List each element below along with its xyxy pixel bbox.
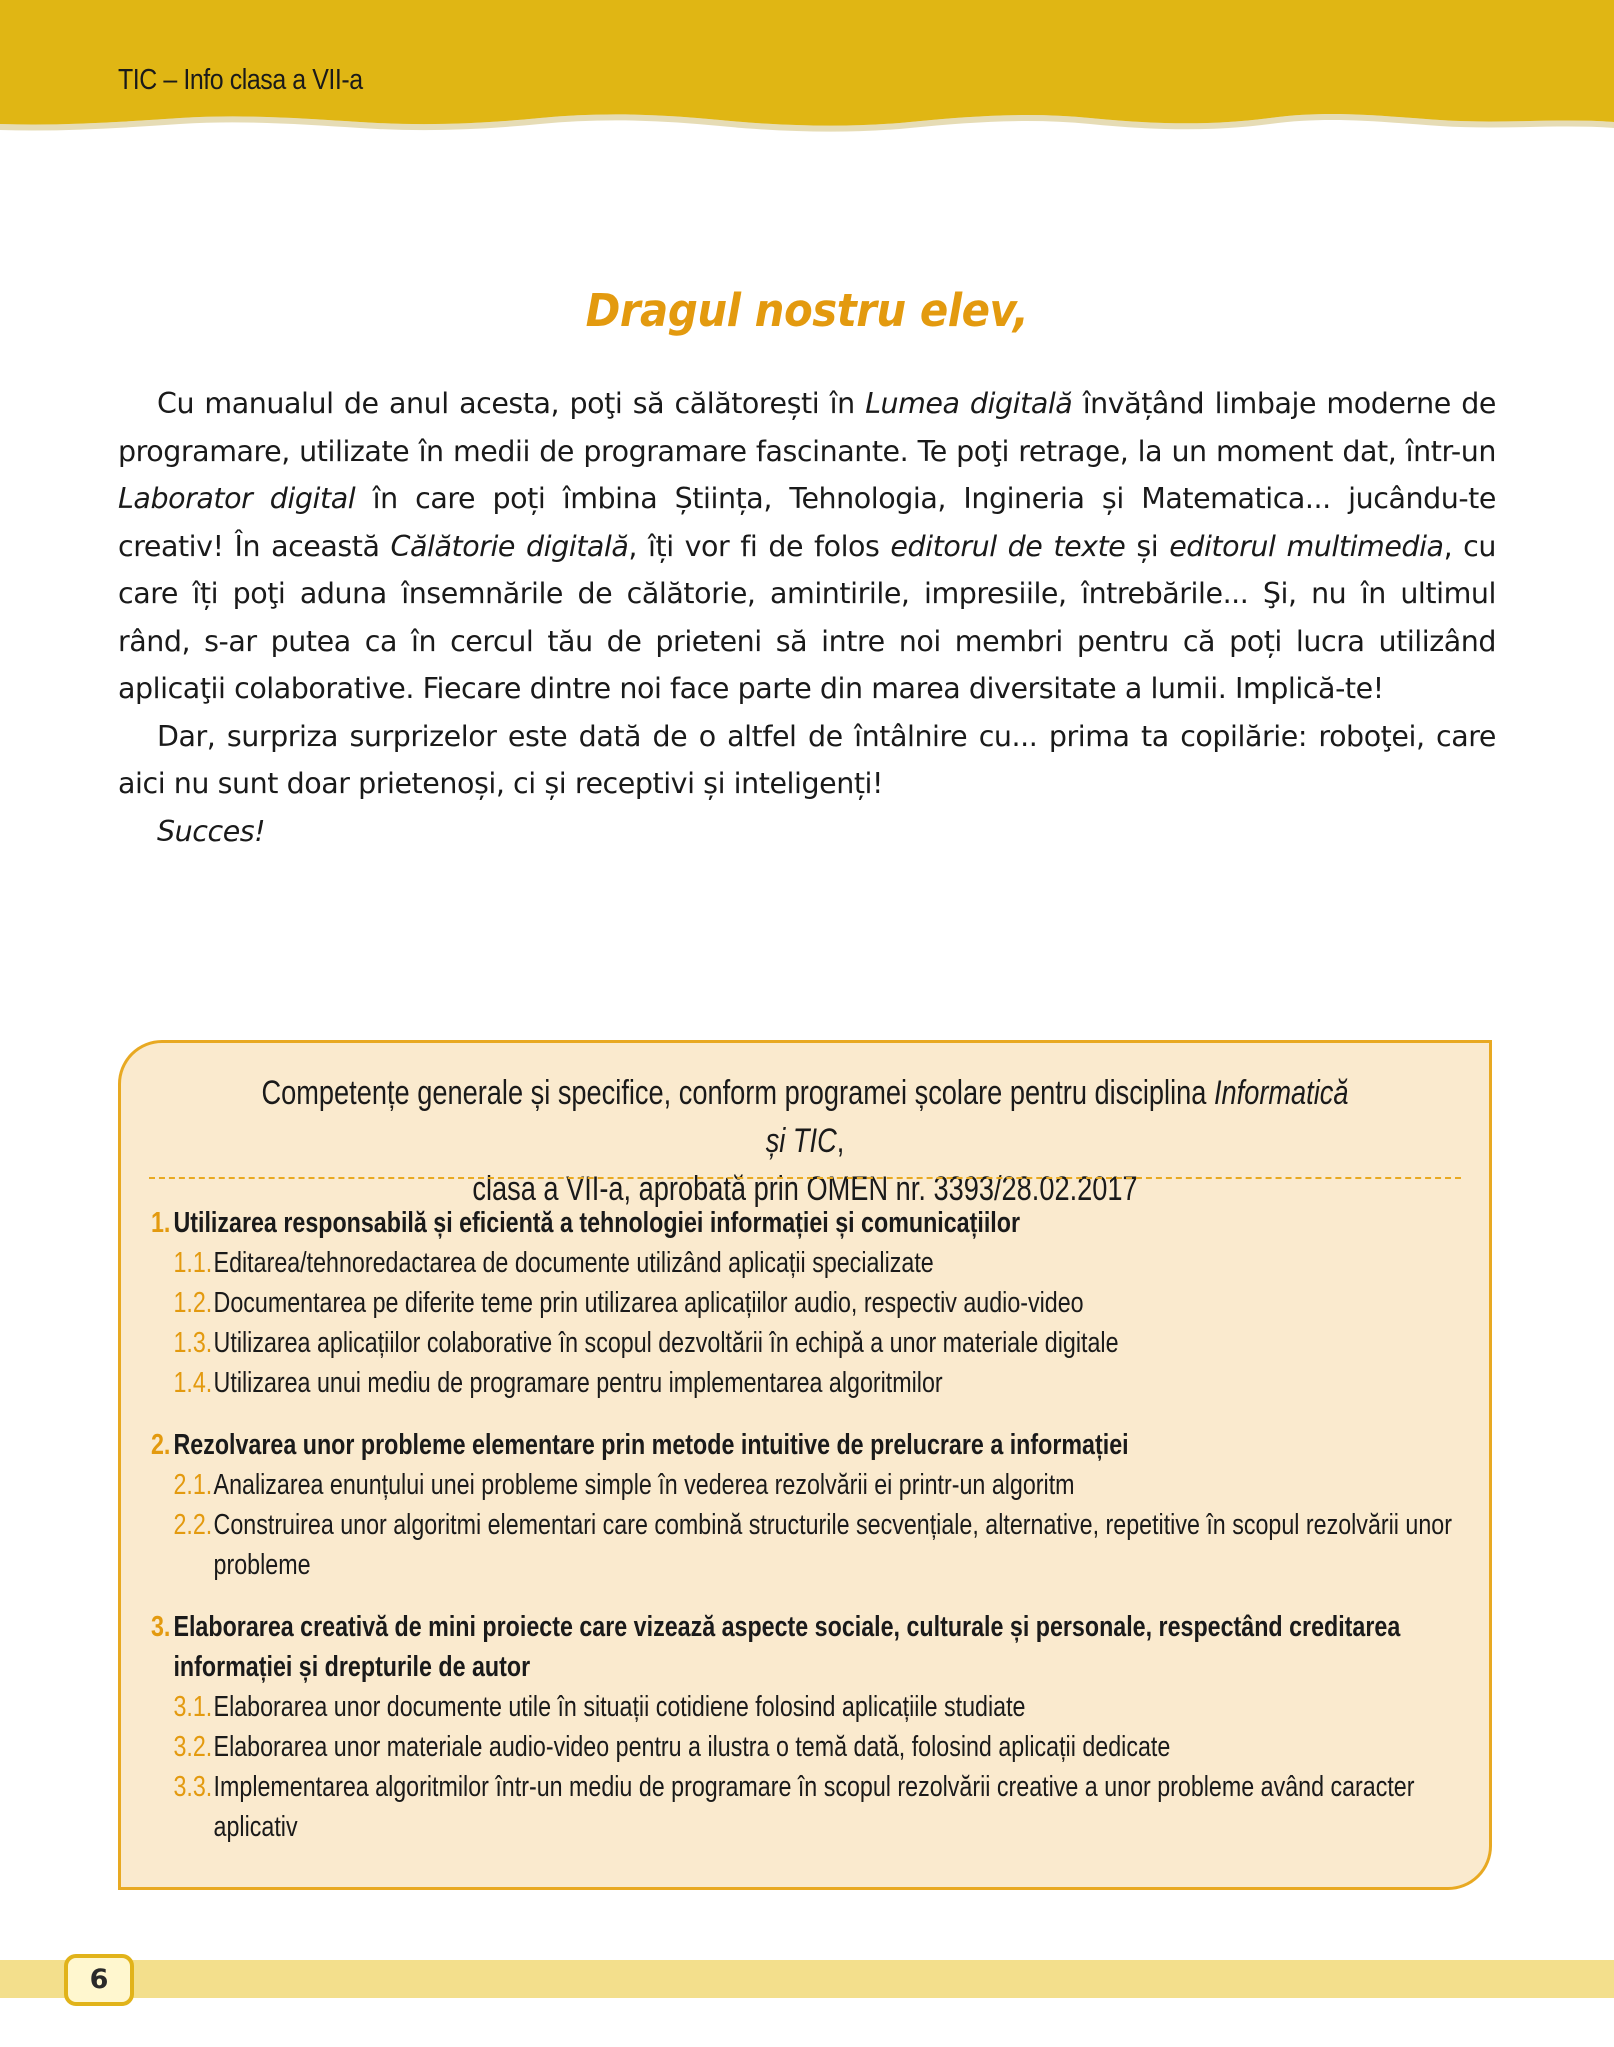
competency-general <box>151 1425 1466 1465</box>
competency-specific <box>151 1465 1466 1505</box>
intro-emphasis: Lumea digitală <box>865 387 1073 420</box>
specific-number: 1.1. <box>173 1247 213 1279</box>
intro-emphasis: editorul de texte <box>890 529 1126 563</box>
specific-text: Elaborarea unor documente utile în situații cotidiene folosind aplicațiile studiate <box>213 1691 1026 1723</box>
title-pre: Competențe generale și specifice, conform programei școlare pentru disciplina <box>261 1074 1214 1112</box>
specific-text: Editarea/tehnoredactarea de documente utilizând aplicații specializate <box>213 1247 934 1279</box>
title-post: , <box>836 1122 845 1160</box>
subject-name: Informatică și TIC <box>765 1074 1349 1160</box>
specific-text: Analizarea enunțului unei probleme simple în vederea rezolvării ei printr-un algoritm <box>213 1469 1075 1501</box>
specific-text: Documentarea pe diferite teme prin utilizarea aplicațiilor audio, respectiv audio-video <box>213 1287 1084 1319</box>
footer-band <box>0 1960 1614 2000</box>
intro-run: învățând limbaje moderne de programare, utilizate în medii de programare fascinante. Te poţi retrage, la un moment dat, într-un <box>118 387 1496 468</box>
competency-title: Utilizarea responsabilă și eficientă a tehnologiei informației și comunicațiilor <box>173 1207 1021 1239</box>
competency-specific <box>151 1767 1466 1847</box>
specific-text: Elaborarea unor materiale audio-video pentru a ilustra o temă dată, folosind aplicații dedicate <box>213 1731 1171 1763</box>
specific-text: Implementarea algoritmilor într-un mediu de programare în scopul rezolvării creative a unor probleme având caracter aplicativ <box>213 1771 1415 1843</box>
competencies-title <box>258 1069 1352 1213</box>
competency-number: 2. <box>151 1429 171 1461</box>
competency-specific <box>151 1727 1466 1767</box>
specific-number: 3.2. <box>173 1731 213 1763</box>
competency-title: Elaborarea creativă de mini proiecte care vizează aspecte sociale, culturale și personale, respectând creditarea informației și drepturile de autor <box>173 1611 1401 1683</box>
competency-specific <box>151 1363 1466 1403</box>
closing-line <box>118 808 1496 856</box>
running-title: TIC – Info clasa a VII-a <box>118 64 363 96</box>
closing-text: Succes! <box>157 814 266 848</box>
competency-specific <box>151 1243 1466 1283</box>
specific-number: 3.1. <box>173 1691 213 1723</box>
intro-run: Cu manualul de anul acesta, poţi să călătorești în <box>157 387 866 420</box>
intro-text <box>118 380 1496 855</box>
competency-section <box>151 1203 1466 1403</box>
competency-number: 1. <box>151 1207 171 1239</box>
page-title: Dragul nostru elev, <box>585 284 1029 337</box>
competency-specific <box>151 1323 1466 1363</box>
competency-general <box>151 1203 1466 1243</box>
competency-section <box>151 1425 1466 1585</box>
specific-number: 2.2. <box>173 1509 213 1541</box>
page-number: 6 <box>64 1954 134 2006</box>
intro-run: și <box>1125 529 1170 563</box>
specific-number: 1.3. <box>173 1327 213 1359</box>
competency-specific <box>151 1687 1466 1727</box>
footer-stripe <box>0 1960 1614 1998</box>
competency-sections <box>151 1203 1466 1869</box>
specific-text: Utilizarea unui mediu de programare pentru implementarea algoritmilor <box>213 1367 943 1399</box>
competency-number: 3. <box>151 1611 171 1643</box>
competencies-title-line-2: clasa a VII-a, aprobată prin OMEN nr. 3393/28.02.2017 <box>472 1170 1138 1208</box>
competencies-box <box>118 1040 1492 1890</box>
intro-run: , îți vor fi de folos <box>628 529 891 563</box>
competency-general <box>151 1607 1466 1687</box>
competency-section <box>151 1607 1466 1847</box>
competencies-title-line-1 <box>258 1069 1352 1165</box>
intro-paragraph-1 <box>118 380 1496 713</box>
specific-text: Construirea unor algoritmi elementari care combină structurile secvențiale, alternative, repetitive în scopul rezolvării unor probleme <box>213 1509 1452 1581</box>
specific-text: Utilizarea aplicațiilor colaborative în scopul dezvoltării în echipă a unor materiale digitale <box>213 1327 1119 1359</box>
competency-title: Rezolvarea unor probleme elementare prin metode intuitive de prelucrare a informației <box>173 1429 1129 1461</box>
specific-number: 1.4. <box>173 1367 213 1399</box>
intro-run: , cu care îți poţi aduna însemnările de călătorie, amintirile, impresiile, întrebările... Şi, nu în ultimul rând, s-ar putea ca în cercul tău de prieteni să intre noi membri pentru că poți lucra utilizând aplicaţii colaborative. Fiecare dintre noi face parte din marea diversitate a lumii. Implică-te! <box>118 529 1496 705</box>
intro-paragraph-2: Dar, surpriza surprizelor este dată de o altfel de întâlnire cu... prima ta copilărie: roboţei, care aici nu sunt doar prietenoși, ci și receptivi și inteligenți! <box>118 719 1496 800</box>
intro-run: în care poți îmbina Știința, Tehnologia, Ingineria și Matematica... jucându-te creativ! În această <box>118 482 1496 563</box>
intro-emphasis: Laborator digital <box>118 482 356 515</box>
specific-number: 1.2. <box>173 1287 213 1319</box>
specific-number: 2.1. <box>173 1469 213 1501</box>
competency-specific <box>151 1283 1466 1323</box>
dashed-divider <box>149 1177 1461 1179</box>
competency-specific <box>151 1505 1466 1585</box>
intro-emphasis: Călătorie digitală <box>390 529 629 563</box>
intro-emphasis: editorul multimedia <box>1169 529 1444 563</box>
specific-number: 3.3. <box>173 1771 213 1803</box>
